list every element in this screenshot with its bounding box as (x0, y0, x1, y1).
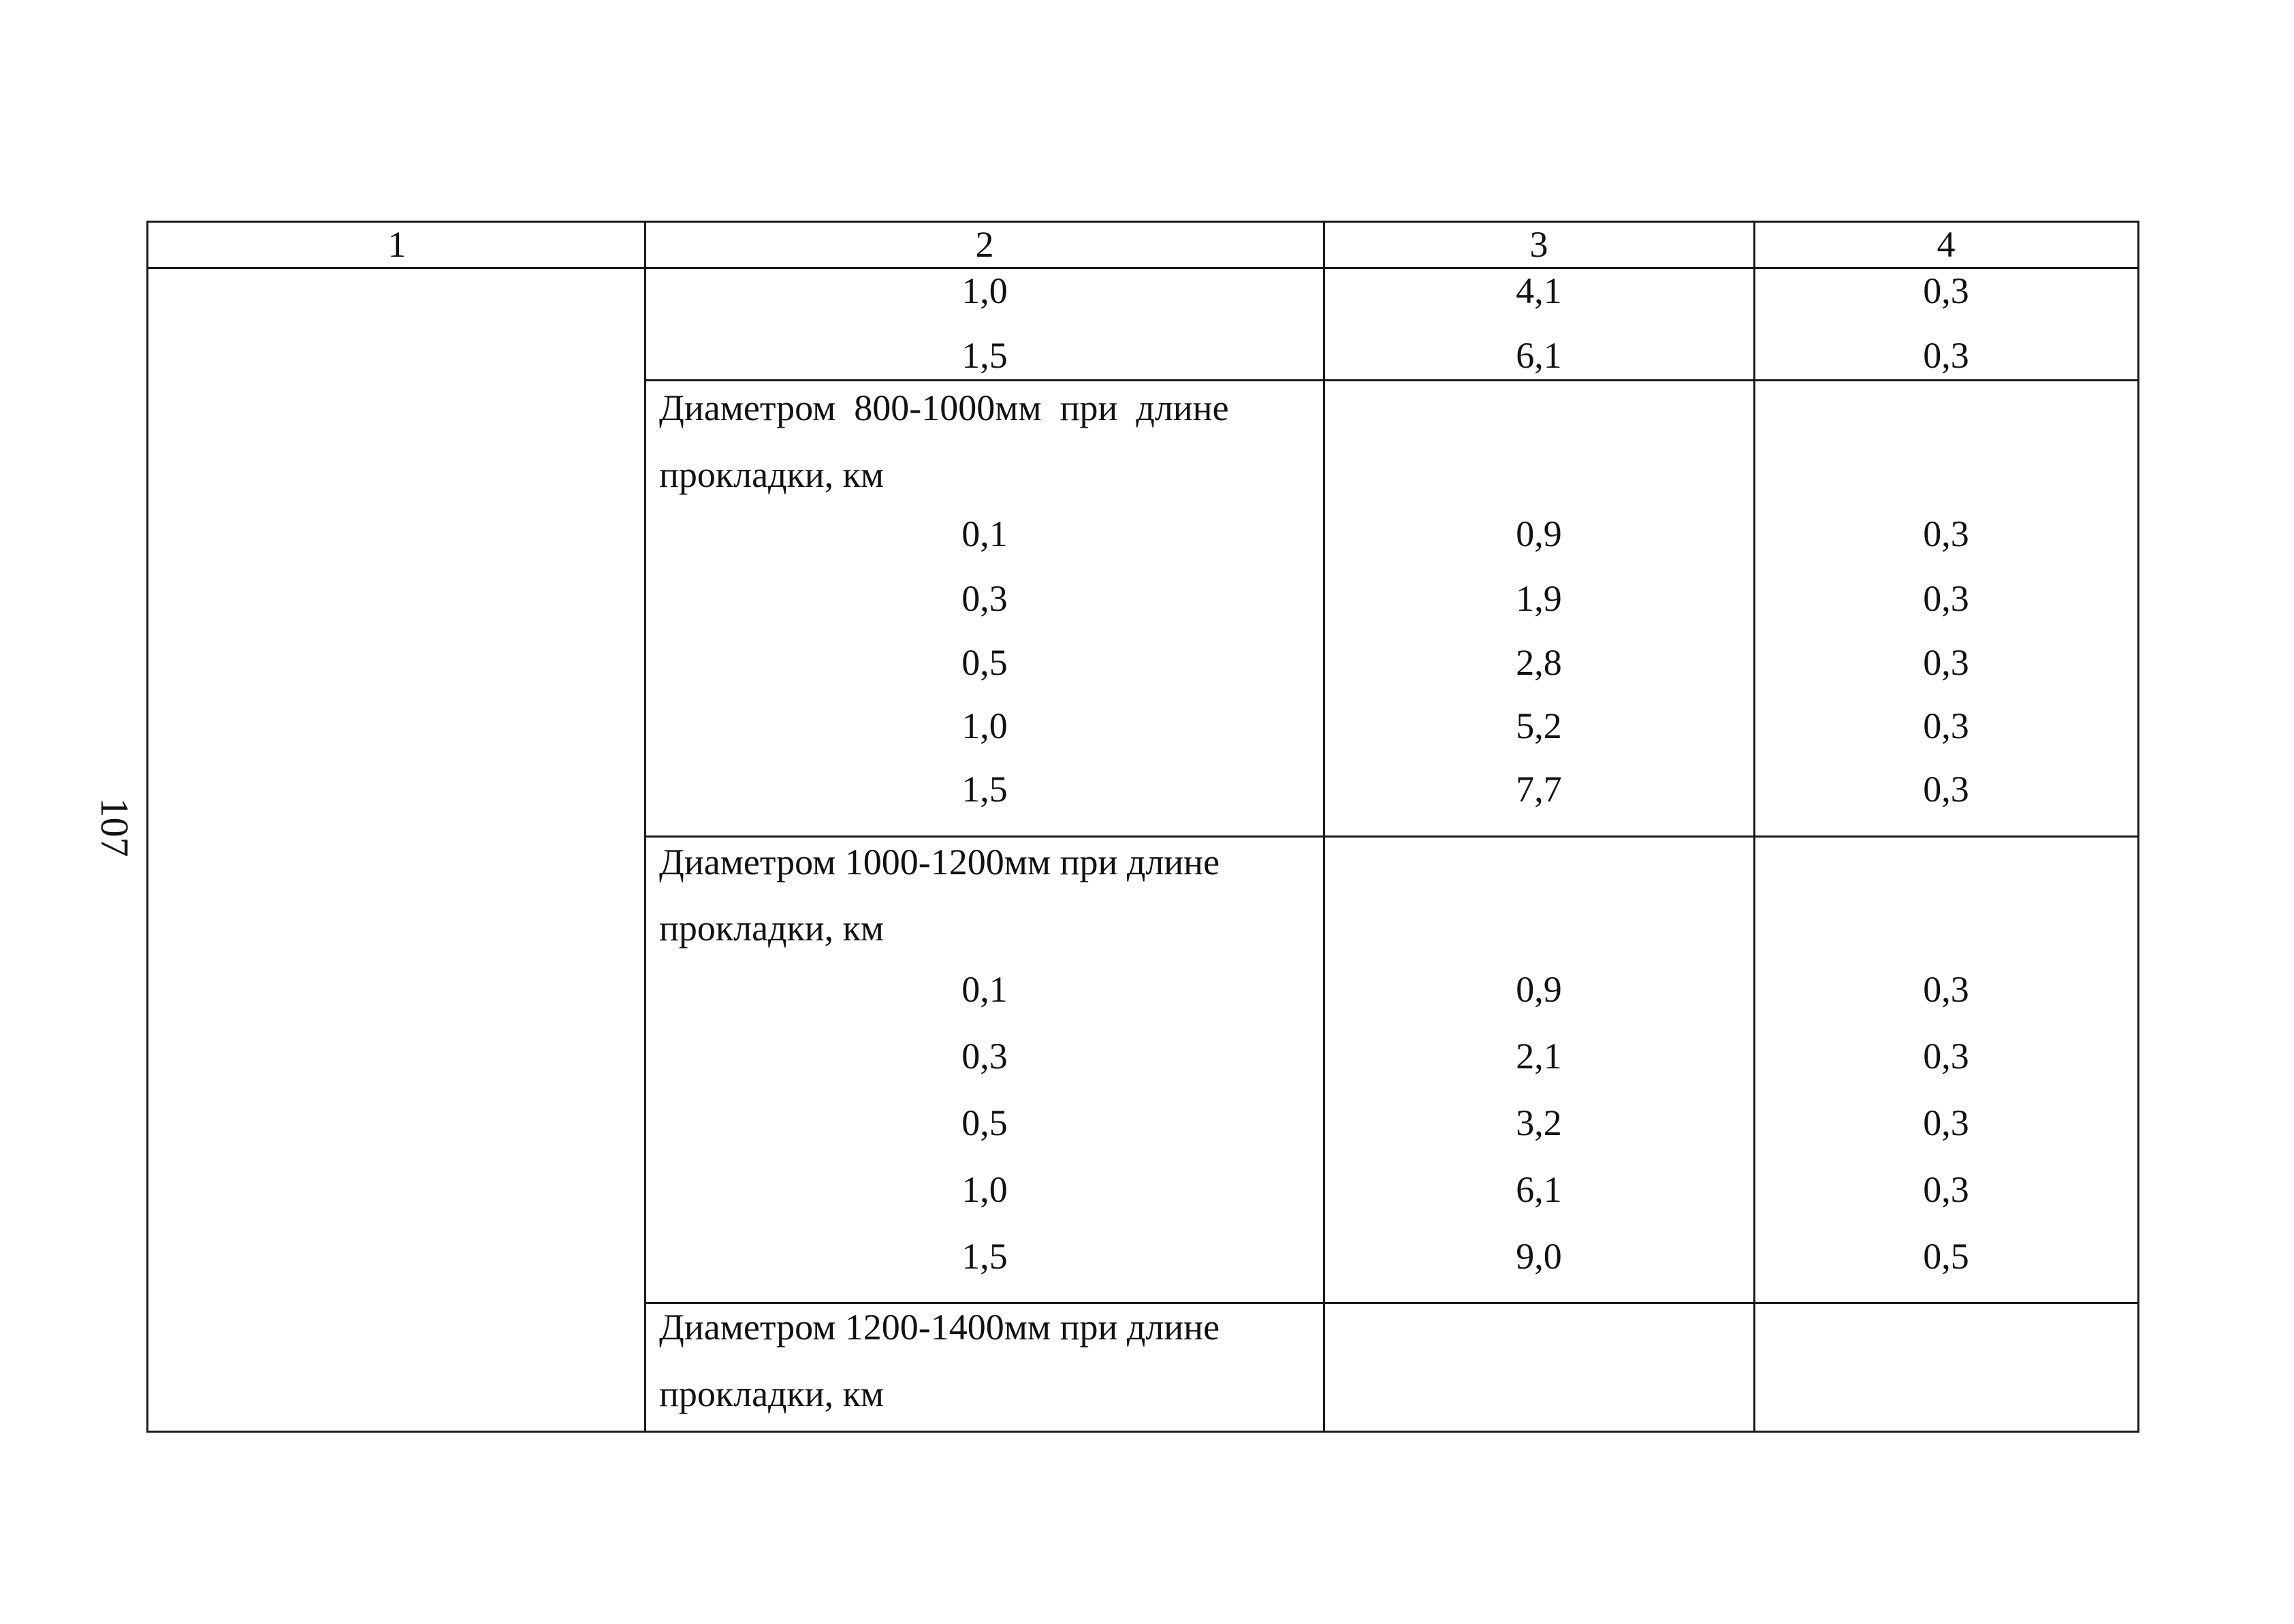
row-col4: 0,3 (1923, 1036, 1969, 1077)
header-col-1: 1 (387, 224, 407, 265)
row-col4: 0,3 (1923, 769, 1969, 810)
row-col3: 2,8 (1516, 642, 1562, 683)
block-rule-1 (646, 379, 2137, 381)
row-col3: 4,1 (1516, 270, 1562, 311)
col-rule-3 (1753, 223, 1755, 1431)
row-length: 1,0 (961, 705, 1008, 746)
col-rule-1 (644, 223, 646, 1431)
block-rule-2 (646, 835, 2137, 838)
row-col4: 0,3 (1923, 270, 1969, 311)
row-length: 1,5 (961, 335, 1008, 376)
row-col3: 9,0 (1516, 1236, 1562, 1277)
row-col4: 0,3 (1923, 705, 1969, 746)
row-length: 0,1 (961, 513, 1008, 554)
row-length: 0,5 (961, 642, 1008, 683)
row-col4: 0,3 (1923, 1102, 1969, 1143)
row-col4: 0,3 (1923, 642, 1969, 683)
row-length: 0,5 (961, 1102, 1008, 1143)
row-col3: 7,7 (1516, 769, 1562, 810)
row-col4: 0,3 (1923, 578, 1969, 619)
header-col-3: 3 (1529, 224, 1548, 265)
row-length: 0,1 (961, 969, 1008, 1010)
row-length: 1,0 (961, 1169, 1008, 1210)
row-col3: 0,9 (1516, 513, 1562, 554)
row-col3: 1,9 (1516, 578, 1562, 619)
row-col3: 6,1 (1516, 1169, 1562, 1210)
row-col3: 3,2 (1516, 1102, 1562, 1143)
row-col3: 5,2 (1516, 705, 1562, 746)
row-length: 0,3 (961, 1036, 1008, 1077)
data-table (146, 221, 2139, 1433)
col-rule-2 (1323, 223, 1325, 1431)
section-title-line1: Диаметром 1200-1400мм при длине (659, 1307, 1220, 1348)
row-length: 1,0 (961, 270, 1008, 311)
page-number: 107 (93, 797, 137, 857)
section-title-line2: прокладки, км (659, 454, 885, 495)
section-title-line2: прокладки, км (659, 1373, 885, 1414)
row-col4: 0,3 (1923, 969, 1969, 1010)
section-title-line2: прокладки, км (659, 908, 885, 949)
row-col3: 0,9 (1516, 969, 1562, 1010)
header-rule (148, 267, 2137, 269)
row-col4: 0,5 (1923, 1236, 1969, 1277)
header-col-4: 4 (1937, 224, 1956, 265)
row-col3: 2,1 (1516, 1036, 1562, 1077)
row-length: 1,5 (961, 769, 1008, 810)
row-col4: 0,3 (1923, 513, 1969, 554)
row-length: 1,5 (961, 1236, 1008, 1277)
section-title-line1: Диаметром 1000-1200мм при длине (659, 842, 1220, 882)
row-col4: 0,3 (1923, 1169, 1969, 1210)
row-length: 0,3 (961, 578, 1008, 619)
row-col4: 0,3 (1923, 335, 1969, 376)
header-col-2: 2 (975, 224, 994, 265)
row-col3: 6,1 (1516, 335, 1562, 376)
section-title-line1: Диаметром 800-1000мм при длине (659, 387, 1229, 428)
block-rule-3 (646, 1302, 2137, 1304)
